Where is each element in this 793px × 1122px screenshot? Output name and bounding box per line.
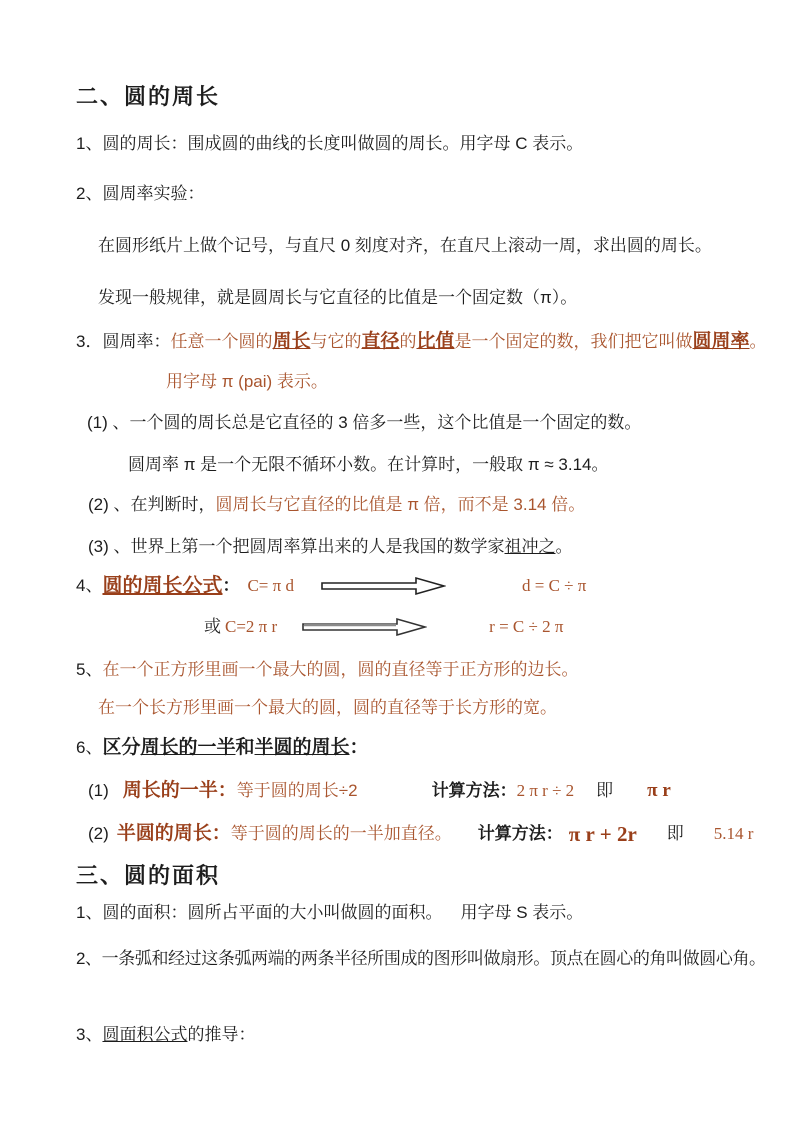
pi-def-segment: 。 [749,332,767,351]
item-text: 一条弧和经过这条弧两端的两条半径所围成的图形叫做扇形。顶点在圆心的角叫做圆心角。 [101,949,766,968]
para-experiment-finding [76,288,753,308]
method-result: π r [647,780,671,801]
pi-def-segment: 的 [399,332,417,351]
para-pi-experiment [76,184,753,204]
item-text: 圆周率 π 是一个无限不循环小数。在计算时，一般取 π ≈ 3.14。 [128,455,609,474]
para-semicircle-perimeter [76,821,753,847]
method-formula: π r + 2r [568,822,637,846]
item-text: 在判断时， [130,495,216,514]
item-number: (1) [88,781,109,800]
arrow-right-icon [320,575,446,597]
para-half-circumference [76,779,753,803]
para-rectangle-circle [76,698,753,718]
keyword-half-circumference: 周长的一半 [140,737,236,758]
item-text: 一个圆的周长总是它直径的 3 倍多一些，这个比值是一个固定的数。 [129,413,642,432]
ji-label: 即 [666,824,684,843]
formula-c-2pir: C=2 π r [225,617,278,636]
pi-def-segment: 与它的 [310,332,362,351]
item-number: 3、 [76,1025,103,1044]
formula-r-result: r = C ÷ 2 π [489,617,564,636]
term-title: 周长的一半： [122,780,237,801]
item-number: 3．圆周率： [76,332,171,351]
para-pi-definition [76,330,767,354]
item-number: (1) 、 [87,413,130,432]
para-pi-symbol [76,372,753,392]
arrow-right-icon [301,616,427,638]
colon: ： [222,576,240,595]
keyword-area-formula: 圆面积公式 [102,1025,188,1044]
keyword-diameter: 直径 [361,331,400,352]
item-text-highlight: 在一个正方形里画一个最大的圆，圆的直径等于正方形的边长。 [102,660,579,679]
item-number: (2) 、 [88,495,131,514]
formula-title: 圆的周长公式 [102,575,223,597]
item-text: 。 [555,537,573,556]
item-text: 用字母 π (pai) 表示。 [166,372,328,391]
item-text: 圆周率实验： [102,184,205,203]
para-area-definition [76,903,753,923]
keyword-ratio: 比值 [416,331,455,352]
item-text: 在圆形纸片上做个记号，与直尺 0 刻度对齐，在直尺上滚动一周，求出圆的周长。 [98,236,712,255]
para-distinguish-heading [76,736,753,760]
para-pi-note3 [76,537,753,557]
item-text: 圆的周长：围成圆的曲线的长度叫做圆的周长。用字母 C 表示。 [102,134,584,153]
section-heading-circumference: 二、圆的周长 [76,84,221,109]
item-number: 2、 [76,949,102,968]
para-pi-note1-cont [76,455,753,475]
item-text-highlight: 在一个长方形里画一个最大的圆，圆的直径等于长方形的宽。 [98,698,557,717]
heading-text: 区分 [102,737,141,758]
item-number: 1、 [76,903,103,922]
item-text: 世界上第一个把圆周率算出来的人是我国的数学家 [130,537,505,556]
item-text: 的推导： [187,1025,256,1044]
method-label: 计算方法： [477,824,563,843]
term-desc: 等于圆的周长÷2 [236,781,358,800]
pi-def-segment: 是一个固定的数，我们把它叫做 [454,332,693,351]
item-number: 5、 [76,660,103,679]
formula-c-pid: C= π d [247,576,294,595]
item-number: 6、 [76,738,103,757]
para-circumference-definition [76,134,753,154]
term-desc: 等于圆的周长的一半加直径。 [230,824,452,843]
para-experiment-step [76,236,753,256]
method-formula: 2 π r ÷ 2 [516,781,575,800]
item-number: (3) 、 [88,537,131,556]
formula-row-circumference-1 [76,575,753,597]
keyword-semicircle-perimeter: 半圆的周长 [254,737,350,758]
item-text: 圆的面积：圆所占平面的大小叫做圆的面积。 [102,903,443,922]
para-sector-definition [76,949,766,969]
item-number: 2、 [76,184,103,203]
item-text: 发现一般规律，就是圆周长与它直径的比值是一个固定数（π）。 [98,288,578,307]
ji-label: 即 [596,781,614,800]
item-number: 1、 [76,134,103,153]
para-area-formula-derivation [76,1025,753,1045]
pi-def-segment: 任意一个圆的 [170,332,273,351]
keyword-circumference: 周长 [272,331,311,352]
method-label: 计算方法： [431,781,517,800]
item-number: (2) [88,824,109,843]
section-heading-area: 三、圆的面积 [76,863,221,888]
keyword-pi: 圆周率 [692,331,750,352]
formula-d-result: d = C ÷ π [521,576,587,595]
item-text: 用字母 S 表示。 [460,903,584,922]
item-number: 4、 [76,576,103,595]
colon: ： [349,737,369,758]
alt-label: 或 [204,617,221,636]
method-result: 5.14 r [713,824,754,843]
para-pi-note2 [76,495,753,515]
mathematician-name: 祖冲之 [504,537,556,556]
formula-row-circumference-2 [76,616,753,638]
para-square-circle [76,660,753,680]
term-title: 半圆的周长： [116,823,231,844]
heading-text: 和 [235,737,255,758]
item-text-highlight: 圆周长与它直径的比值是 π 倍，而不是 3.14 倍。 [215,495,586,514]
para-pi-note1 [76,413,753,433]
